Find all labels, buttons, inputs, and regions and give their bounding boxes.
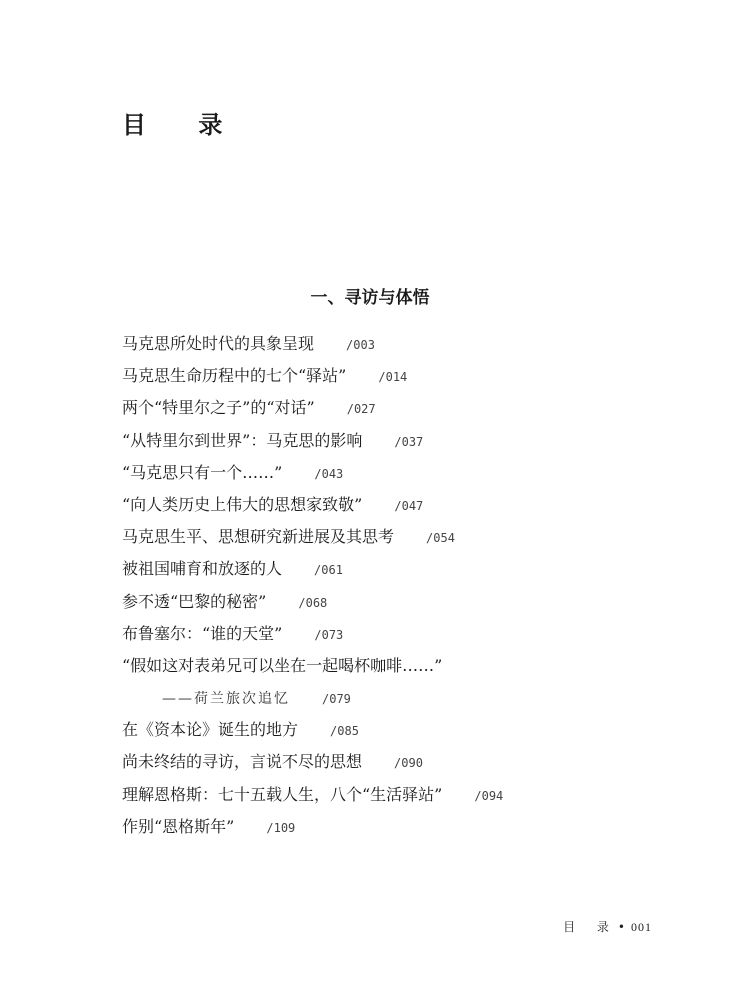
toc-entry-page: /079 bbox=[322, 692, 351, 707]
page-title: 目 录 bbox=[122, 110, 245, 139]
toc-entry-subtitle[interactable] bbox=[122, 682, 722, 714]
toc-entry-title: 理解恩格斯：七十五载人生，八个“生活驿站” bbox=[122, 784, 443, 804]
toc-entry-title: “向人类历史上伟大的思想家致敬” bbox=[122, 494, 363, 514]
toc-entry-title: “马克思只有一个……” bbox=[122, 462, 283, 482]
toc-entry-title: 被祖国哺育和放逐的人 bbox=[122, 559, 283, 579]
toc-entry[interactable] bbox=[122, 746, 722, 778]
page-footer bbox=[563, 918, 652, 936]
toc-entry[interactable] bbox=[122, 811, 722, 843]
toc-entry-page: /003 bbox=[346, 338, 375, 352]
toc-entry-page: /068 bbox=[298, 595, 328, 610]
toc-entry-title: “从特里尔到世界”：马克思的影响 bbox=[122, 430, 363, 450]
toc-entry-title: ——荷兰旅次追忆 bbox=[162, 691, 290, 708]
toc-entry-title: 马克思生命历程中的七个“驿站” bbox=[122, 366, 347, 386]
toc-entry-page: /047 bbox=[394, 498, 424, 513]
toc-entry-title: 作别“恩格斯年” bbox=[122, 816, 235, 836]
toc-entry-title: 马克思生平、思想研究新进展及其思考 bbox=[122, 527, 395, 547]
toc-entry-title: 两个“特里尔之子”的“对话” bbox=[122, 398, 315, 418]
toc-entry-page: /054 bbox=[426, 531, 455, 546]
toc-entry-title: “假如这对表弟兄可以坐在一起喝杯咖啡……” bbox=[122, 655, 443, 675]
toc-entry-page: /027 bbox=[346, 402, 376, 417]
toc-entry[interactable] bbox=[122, 618, 722, 650]
toc-entry[interactable] bbox=[122, 328, 722, 360]
footer-separator: • bbox=[617, 920, 625, 934]
toc-entry[interactable] bbox=[122, 586, 722, 618]
section-heading: 一、寻访与体悟 bbox=[310, 288, 430, 308]
table-of-contents bbox=[122, 328, 722, 843]
toc-entry-page: /085 bbox=[330, 724, 359, 739]
toc-entry[interactable] bbox=[122, 521, 722, 553]
toc-entry[interactable] bbox=[122, 650, 722, 682]
toc-entry-title: 马克思所处时代的具象呈现 bbox=[122, 334, 315, 353]
toc-entry[interactable] bbox=[122, 392, 722, 424]
toc-entry-title: 在《资本论》诞生的地方 bbox=[122, 720, 299, 740]
toc-entry-page: /109 bbox=[266, 820, 296, 835]
toc-entry[interactable] bbox=[122, 425, 722, 457]
toc-entry[interactable] bbox=[122, 714, 722, 746]
toc-entry-page: /043 bbox=[314, 466, 344, 481]
toc-entry[interactable] bbox=[122, 360, 722, 392]
toc-entry-page: /090 bbox=[394, 756, 423, 771]
toc-entry-title: 参不透“巴黎的秘密” bbox=[122, 591, 267, 611]
toc-entry-page: /094 bbox=[474, 788, 504, 803]
toc-entry-page: /037 bbox=[394, 434, 424, 449]
toc-entry[interactable] bbox=[122, 779, 722, 811]
toc-entry[interactable] bbox=[122, 457, 722, 489]
toc-entry-title: 布鲁塞尔：“谁的天堂” bbox=[122, 623, 283, 643]
toc-entry-page: /014 bbox=[378, 370, 408, 385]
footer-page-number: 001 bbox=[631, 920, 652, 934]
toc-entry[interactable] bbox=[122, 553, 722, 585]
toc-entry[interactable] bbox=[122, 489, 722, 521]
toc-entry-title: 尚未终结的寻访，言说不尽的思想 bbox=[122, 752, 363, 772]
footer-label: 目 录 bbox=[563, 920, 618, 934]
toc-entry-page: /061 bbox=[314, 563, 343, 578]
toc-entry-page: /073 bbox=[314, 627, 344, 642]
